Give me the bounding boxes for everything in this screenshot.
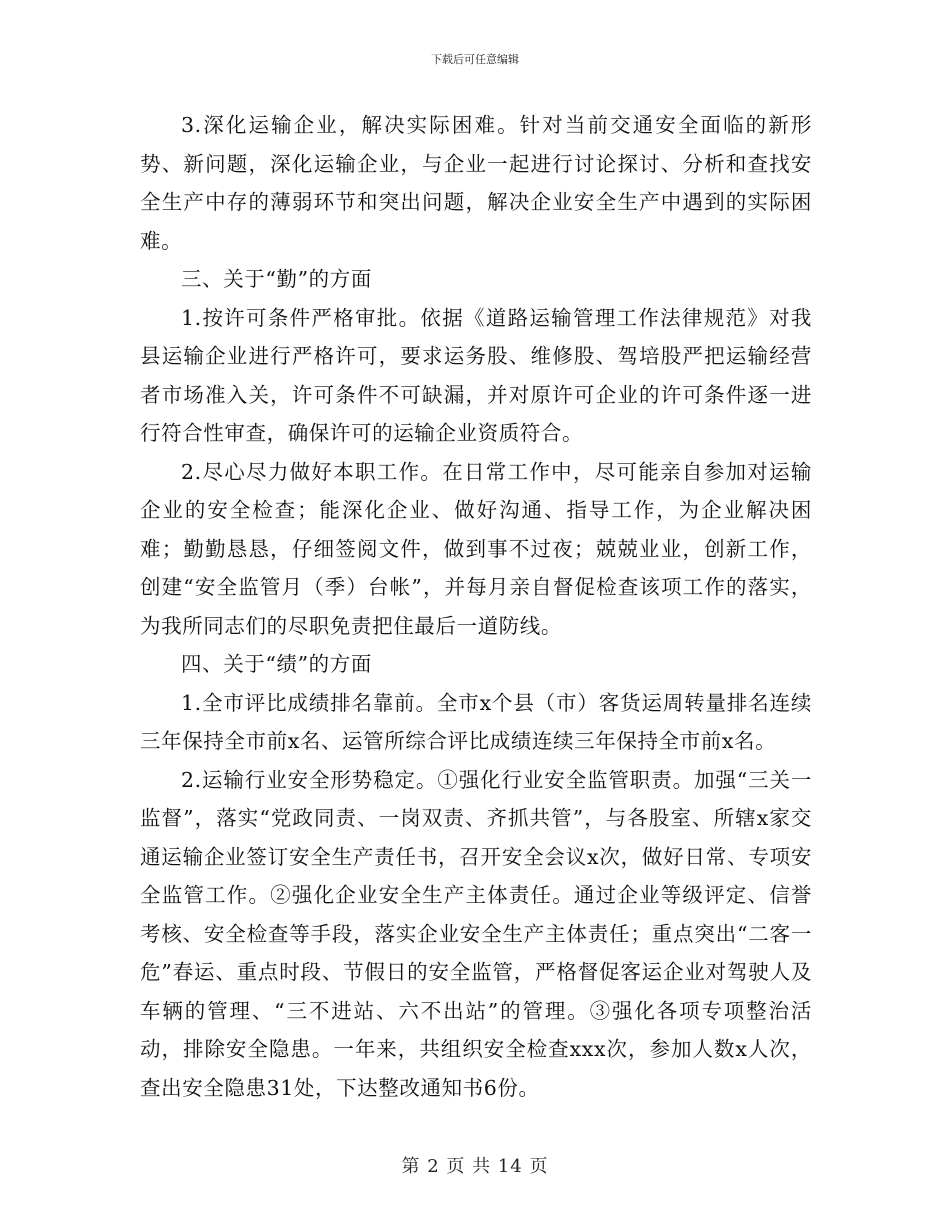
paragraph-1-strict-approval: 1.按许可条件严格审批。依据《道路运输管理工作法律规范》对我县运输企业进行严格许可，要求运务股、维修股、驾培股严把运输经营者市场准入关，许可条件不可缺漏，并对原许可企业的许可条件逐一进行符合性审查，确保许可的运输企业资质符合。 <box>140 305 812 445</box>
section-heading-diligence: 三、关于“勤”的方面 <box>181 267 372 291</box>
document-body <box>140 106 812 1107</box>
paragraph-2-duty-work: 2.尽心尽力做好本职工作。在日常工作中，尽可能亲自参加对运输企业的安全检查；能深化企业、做好沟通、指导工作，为企业解决困难；勤勤恳恳，仔细签阅文件，做到事不过夜；兢兢业业，创新工作，创建“安全监管月（季）台帐”，并每月亲自督促检查该项工作的落实，为我所同志们的尽职免责把住最后一道防线。 <box>140 459 812 638</box>
paragraph-1-city-ranking: 1.全市评比成绩排名靠前。全市x个县（市）客货运周转量排名连续三年保持全市前x名、运管所综合评比成绩连续三年保持全市前x名。 <box>140 690 812 753</box>
page-header-note: 下载后可任意编辑 <box>431 53 519 66</box>
page-number-footer: 第 2 页 共 14 页 <box>401 1156 549 1177</box>
paragraph-3-solve-difficulties: 3.深化运输企业，解决实际困难。针对当前交通安全面临的新形势、新问题，深化运输企业，与企业一起进行讨论探讨、分析和查找安全生产中存的薄弱环节和突出问题，解决企业安全生产中遇到的实际困难。 <box>140 113 812 253</box>
section-heading-performance: 四、关于“绩”的方面 <box>181 652 372 676</box>
paragraph-2-safety-stability: 2.运输行业安全形势稳定。①强化行业安全监管职责。加强“三关一监督”，落实“党政同责、一岗双责、齐抓共管”，与各股室、所辖x家交通运输企业签订安全生产责任书，召开安全会议x次，做好日常、专项安全监管工作。②强化企业安全生产主体责任。通过企业等级评定、信誉考核、安全检查等手段，落实企业安全生产主体责任；重点突出“二客一危”春运、重点时段、节假日的安全监管，严格督促客运企业对驾驶人及车辆的管理、“三不进站、六不出站”的管理。③强化各项专项整治活动，排除安全隐患。一年来，共组织安全检查xxx次，参加人数x人次，查出安全隐患31处，下达整改通知书6份。 <box>140 767 812 1100</box>
